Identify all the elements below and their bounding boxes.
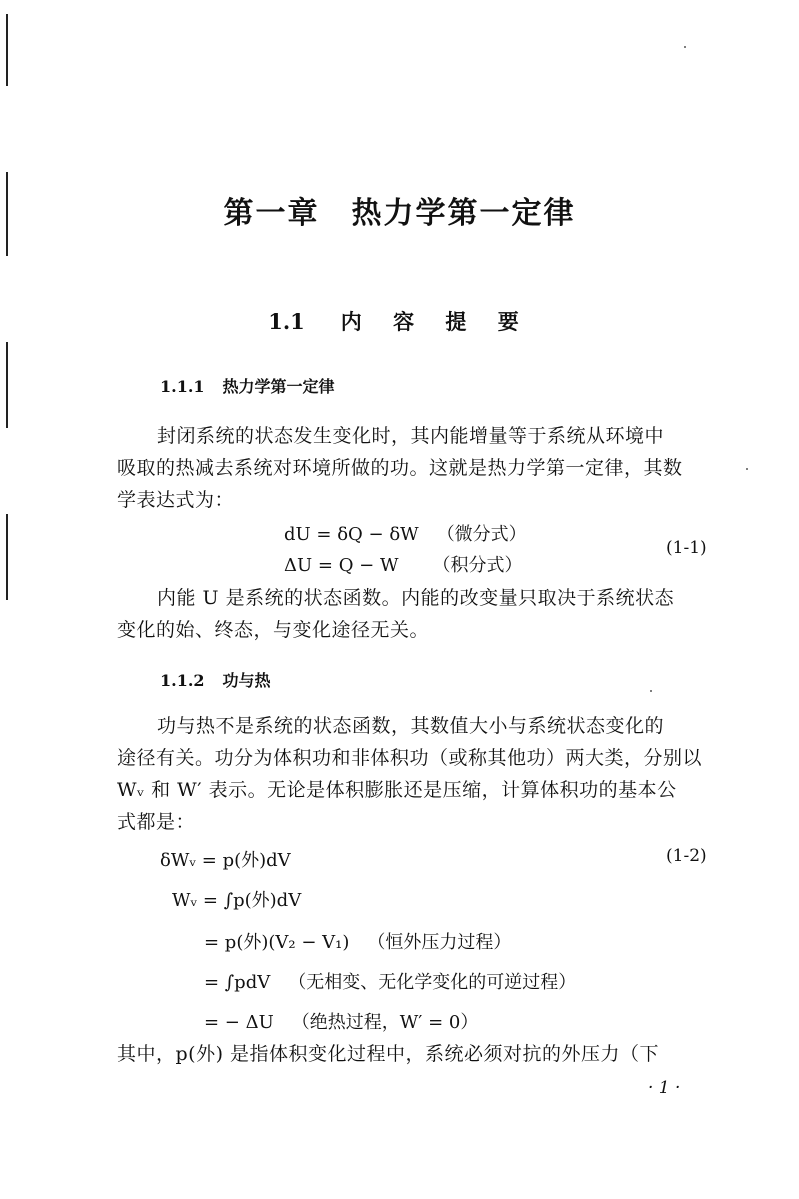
text-line: 变化的始、终态，与变化途径无关。 <box>117 619 430 641</box>
equation-note: （绝热过程，W′ = 0） <box>291 1012 479 1033</box>
text-line: 封闭系统的状态发生变化时，其内能增量等于系统从环境中 <box>157 425 665 447</box>
subsection-title: 热力学第一定律 <box>222 377 335 396</box>
equation-text: = − ΔU <box>204 1012 274 1033</box>
section-title: 内 容 提 要 <box>340 309 531 334</box>
section-number: 1.1 <box>268 309 305 334</box>
equation-adiabatic <box>204 1008 478 1034</box>
scan-speck <box>650 690 652 692</box>
subsection-heading <box>160 374 335 397</box>
paragraph-external-pressure <box>117 1038 719 1070</box>
text-line: 功与热不是系统的状态函数，其数值大小与系统状态变化的 <box>157 715 665 737</box>
paragraph-work-heat <box>117 710 719 838</box>
equation-work-differential: δWᵥ = p(外)dV <box>160 850 291 871</box>
equation-reversible <box>204 968 576 994</box>
scan-speck <box>684 46 686 48</box>
equation-text: ΔU = Q − W <box>284 555 399 576</box>
equation-number: (1-1) <box>666 538 707 558</box>
subsection-number: 1.1.2 <box>160 671 205 690</box>
binding-edge-line <box>6 14 8 86</box>
paragraph-first-law <box>117 420 719 516</box>
equation-text: = ∫pdV <box>204 972 271 993</box>
text-line: 内能 U 是系统的状态函数。内能的改变量只取决于系统状态 <box>157 587 675 609</box>
text-line: 其中，p(外) 是指体积变化过程中，系统必须对抗的外压力（下 <box>117 1043 660 1065</box>
equation-note: （无相变、无化学变化的可逆过程） <box>288 972 577 993</box>
equation-number: (1-2) <box>666 846 707 866</box>
text-line: Wᵥ 和 W′ 表示。无论是体积膨胀还是压缩，计算体积功的基本公 <box>117 779 677 801</box>
scan-speck <box>746 468 748 470</box>
subsection-heading <box>160 668 271 691</box>
equation-work-integral: Wᵥ = ∫p(外)dV <box>172 890 302 911</box>
equation-text: dU = δQ − δW <box>284 524 419 545</box>
text-line: 途径有关。功分为体积功和非体积功（或称其他功）两大类，分别以 <box>117 747 703 769</box>
equation-integral <box>284 551 522 577</box>
equation-text: = p(外)(V₂ − V₁) <box>204 932 350 953</box>
text-line: 学表达式为： <box>117 489 235 511</box>
binding-edge-line <box>6 342 8 428</box>
equation-note: （恒外压力过程） <box>367 932 512 953</box>
equation-note: （微分式） <box>436 524 527 545</box>
section-heading <box>0 306 799 336</box>
text-line: 吸取的热减去系统对环境所做的功。这就是热力学第一定律，其数 <box>117 457 683 479</box>
equation-differential <box>284 520 527 546</box>
subsection-title: 功与热 <box>222 671 271 690</box>
equation-note: （积分式） <box>432 555 523 576</box>
chapter-title: 第一章 热力学第一定律 <box>223 196 576 231</box>
page-number: · 1 · <box>648 1078 681 1098</box>
text-line: 式都是： <box>117 811 196 833</box>
paragraph-internal-energy <box>117 582 719 646</box>
subsection-number: 1.1.1 <box>160 377 205 396</box>
binding-edge-line <box>6 514 8 600</box>
equation-constant-pressure <box>204 928 511 954</box>
